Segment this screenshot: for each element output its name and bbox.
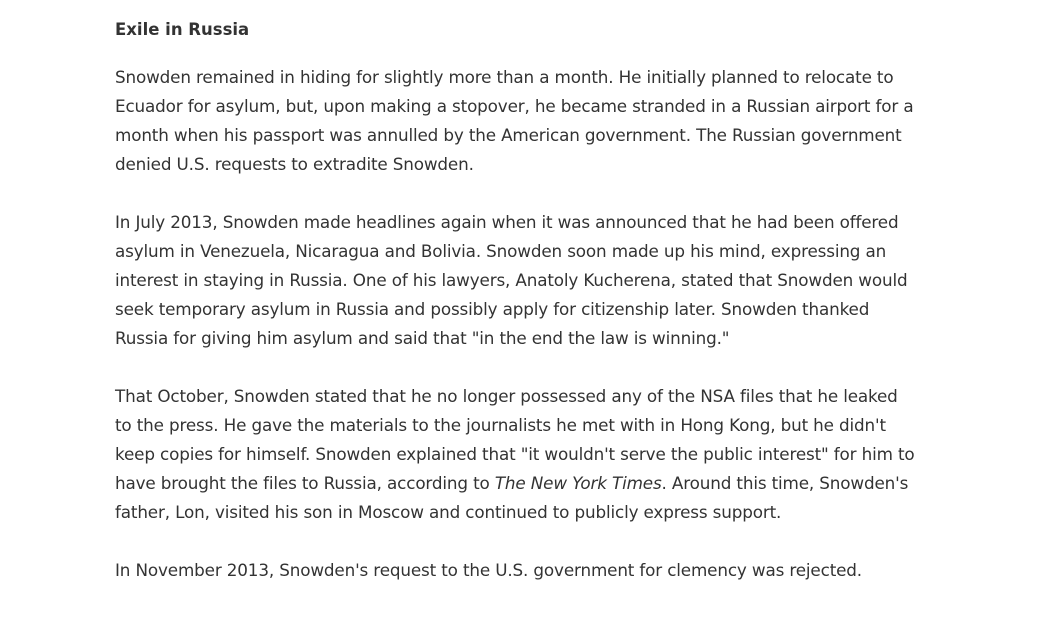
section-heading: Exile in Russia: [115, 20, 250, 39]
publication-title: The New York Times: [494, 473, 662, 493]
article-body: [115, 17, 915, 585]
paragraph-2: In July 2013, Snowden made headlines again when it was announced that he had been offered asylum in Venezuela, Nicaragua and Bolivia. Snowden soon made up his mind, expressing an interest in staying in Russia. One of his lawyers, Anatoly Kucherena, stated that Snowden would seek temporary asylum in Russia and possibly apply for citizenship later. Snowden thanked Russia for giving him asylum and said that "in the end the law is winning.": [115, 212, 908, 348]
paragraph-1: Snowden remained in hiding for slightly more than a month. He initially planned to relocate to Ecuador for asylum, but, upon making a stopover, he became stranded in a Russian airport for a month when his passport was annulled by the American government. The Russian government denied U.S. requests to extradite Snowden.: [115, 67, 914, 174]
paragraph-3-text-start: That October, Snowden stated that he no longer possessed any of the NSA files that he leaked to the press. He gave the materials to the journalists he met with in Hong Kong, but he didn't keep copies for himself. Snowden explained that "it wouldn't serve the public interest" for him to have brought the files to Russia, according to: [115, 386, 915, 493]
paragraph-3: [115, 382, 915, 527]
paragraph-4: In November 2013, Snowden's request to the U.S. government for clemency was rejected.: [115, 560, 862, 580]
paragraph-3-text-end: . Around this time, Snowden's father, Lon, visited his son in Moscow and continued to publicly express support.: [115, 473, 909, 522]
